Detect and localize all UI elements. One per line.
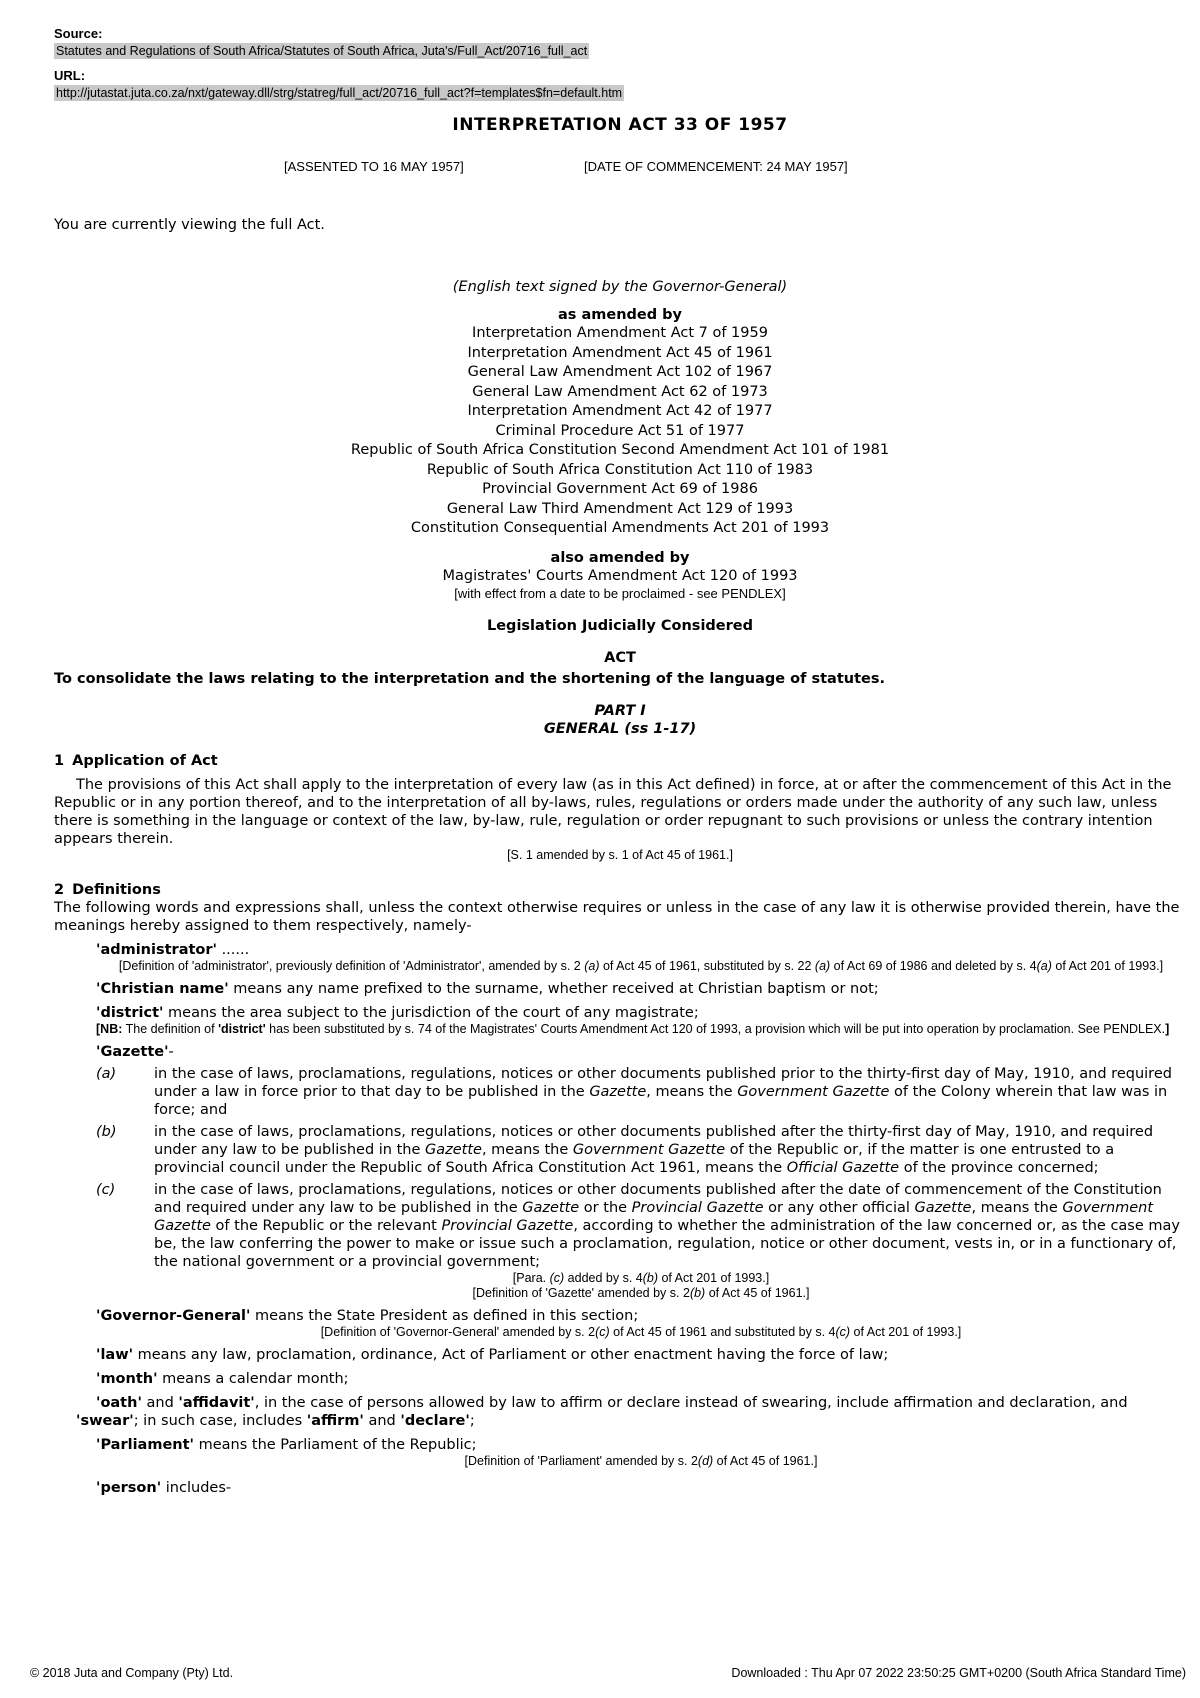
definition-parliament	[96, 1436, 1186, 1454]
defined-term: 'district'	[96, 1004, 164, 1021]
part-heading	[54, 702, 1186, 738]
section-title: Definitions	[72, 881, 161, 898]
note-italic: (d)	[697, 1453, 714, 1468]
defined-term: 'Gazette'	[96, 1043, 169, 1060]
defined-term: 'district'	[218, 1021, 266, 1036]
para-italic: Gazette	[914, 1199, 972, 1216]
defined-term: 'affirm'	[306, 1412, 364, 1429]
para-italic: Provincial Gazette	[441, 1217, 574, 1234]
section-1-text: The provisions of this Act shall apply to the interpretation of every law (as in this Act defined) in force, at or after the commencement of this Act in the Republic or in any portion thereof, and to the interpretation of all by-laws, rules, regulations or orders made under the authority of any such law, unless there is something in the language or context of the law, by-law, rule, regulation or order repugnant to such provisions or unless the contrary intention appears therein.	[54, 776, 1172, 847]
amending-act: General Law Amendment Act 62 of 1973	[472, 383, 768, 400]
definition-text: includes-	[161, 1479, 232, 1496]
amending-act: Interpretation Amendment Act 45 of 1961	[467, 344, 773, 361]
note-text: of Act 45 of 1961.]	[713, 1453, 818, 1468]
assent-row	[54, 158, 1186, 178]
note-text: added by s. 4	[564, 1270, 643, 1285]
defined-term: 'Parliament'	[96, 1436, 194, 1453]
note-italic: (c)	[595, 1324, 610, 1339]
para-text: , means the	[646, 1083, 738, 1100]
para-italic: Government Gazette	[572, 1141, 726, 1158]
url-block	[54, 68, 1186, 102]
gazette-para-a	[96, 1065, 1186, 1119]
para-italic: Official Gazette	[786, 1159, 900, 1176]
amending-act: Criminal Procedure Act 51 of 1977	[495, 422, 745, 439]
definition-text: ;	[469, 1412, 475, 1429]
definition-text: means any law, proclamation, ordinance, Act of Parliament or other enactment having the force of law;	[133, 1346, 889, 1363]
definition-text: , in the case of persons allowed by law to affirm or declare instead of swearing, include affirmation and declaration, and	[254, 1394, 1128, 1411]
section-1-note: [S. 1 amended by s. 1 of Act 45 of 1961.]	[507, 847, 733, 862]
note-text: has been substituted by s. 74 of the Magistrates' Courts Amendment Act 120 of 1993, a provision which will be put into operation by proclamation. See PENDLEX.	[265, 1021, 1166, 1036]
also-amended-heading: also amended by	[550, 549, 690, 566]
amending-act: General Law Amendment Act 102 of 1967	[467, 364, 773, 380]
source-block	[54, 26, 1186, 60]
amending-act: Republic of South Africa Constitution Second Amendment Act 101 of 1981	[350, 442, 890, 458]
gazette-para-b	[96, 1123, 1186, 1177]
para-italic: Gazette	[589, 1083, 647, 1100]
gazette-definition-note	[96, 1286, 1186, 1301]
note-italic: (a)	[584, 958, 600, 973]
definition-district	[96, 1004, 1186, 1022]
note-italic: (c)	[835, 1324, 851, 1339]
note-text: of Act 201 of 1993.]	[850, 1324, 962, 1339]
administrator-note	[96, 959, 1186, 974]
gazette-para-c	[96, 1181, 1186, 1271]
defined-term: 'oath'	[96, 1394, 142, 1411]
source-label: Source:	[54, 26, 103, 41]
note-text: of Act 201 of 1993.]	[1051, 958, 1164, 973]
definition-month	[96, 1370, 1186, 1388]
definition-law	[96, 1346, 1186, 1364]
defined-term: 'Christian name'	[96, 980, 229, 997]
definition-gazette	[96, 1043, 1186, 1061]
also-amending-act: Magistrates' Courts Amendment Act 120 of 1993	[442, 567, 798, 584]
part-subtitle: GENERAL (ss 1-17)	[543, 720, 697, 737]
source-value[interactable]: Statutes and Regulations of South Africa/Statutes of South Africa, Juta's/Full_Act/20716_full_act	[56, 44, 588, 58]
amending-act: Republic of South Africa Constitution Act 110 of 1983	[426, 461, 814, 478]
defined-term: 'month'	[96, 1370, 158, 1387]
pendlex-note: [with effect from a date to be proclaimed - see PENDLEX]	[454, 585, 786, 601]
definition-text: -	[168, 1043, 174, 1060]
para-text: , means the	[481, 1141, 573, 1158]
commencement-date: [DATE OF COMMENCEMENT: 24 MAY 1957]	[584, 159, 848, 174]
note-text: of Act 69 of 1986 and deleted by s. 4	[830, 958, 1037, 973]
note-text: [Definition of 'administrator', previously definition of 'Administrator', amended by s. 2	[118, 958, 585, 973]
definition-text: and	[363, 1412, 401, 1429]
section-number: 1	[54, 752, 65, 769]
footer-downloaded: Downloaded : Thu Apr 07 2022 23:50:25 GMT+0200 (South Africa Standard Time)	[731, 1666, 1186, 1680]
para-italic: Gazette	[425, 1141, 482, 1158]
definition-administrator	[96, 941, 1186, 959]
defined-term: 'person'	[96, 1479, 162, 1496]
para-label: (c)	[96, 1181, 116, 1198]
para-label: (a)	[96, 1065, 117, 1082]
amending-act: Provincial Government Act 69 of 1986	[482, 481, 758, 497]
para-text: or the	[579, 1199, 632, 1216]
note-text: of Act 45 of 1961.]	[705, 1285, 810, 1300]
definition-text: means the Parliament of the Republic;	[193, 1436, 477, 1453]
defined-term: 'Governor-General'	[96, 1307, 251, 1324]
note-text: [Definition of 'Parliament' amended by s. 2	[464, 1453, 698, 1468]
amending-act: Constitution Consequential Amendments Act 201 of 1993	[410, 520, 830, 536]
act-label: ACT	[604, 649, 636, 666]
defined-term: 'administrator'	[96, 941, 217, 958]
note-text: of Act 45 of 1961 and substituted by s. 4	[609, 1324, 836, 1339]
district-nb-note	[96, 1022, 1186, 1037]
para-text: of the Republic or, if the matter is one entrusted to a provincial council under the Republic of South Africa Constitution Act 1961, means the	[154, 1141, 1115, 1176]
para-italic: Provincial Gazette	[631, 1199, 764, 1216]
defined-term: 'law'	[96, 1346, 134, 1363]
defined-term: 'affidavit'	[178, 1394, 255, 1411]
note-italic: (b)	[689, 1285, 706, 1300]
document-page	[54, 26, 1186, 1497]
defined-term: 'declare'	[400, 1412, 470, 1429]
section-2-heading	[54, 881, 1186, 899]
section-number: 2	[54, 881, 65, 898]
gazette-para-c-note	[96, 1271, 1186, 1286]
amended-by-heading: as amended by	[558, 307, 682, 323]
note-italic: (a)	[1036, 958, 1052, 973]
para-label: (b)	[96, 1123, 117, 1140]
para-italic: Government Gazette	[737, 1083, 890, 1100]
note-italic: (a)	[814, 958, 831, 973]
note-text: of Act 201 of 1993.]	[658, 1270, 770, 1285]
definition-text: means the State President as defined in this section;	[250, 1307, 639, 1324]
amended-by-list	[54, 324, 1186, 539]
definition-governor-general	[96, 1307, 1186, 1325]
para-text: in the case of laws, proclamations, regulations, notices or other documents published after the thirty-first day of May, 1910, and required under any law to be published in the	[154, 1123, 1154, 1158]
url-value[interactable]: http://jutastat.juta.co.za/nxt/gateway.dll/strg/statreg/full_act/20716_full_act?f=templates$fn=default.htm	[56, 86, 623, 100]
definition-text: means the area subject to the jurisdiction of the court of any magistrate;	[163, 1004, 699, 1021]
para-text: of the Colony wherein that law was in force; and	[154, 1083, 1168, 1118]
part-name: PART I	[594, 702, 646, 719]
para-text: in the case of laws, proclamations, regulations, notices or other documents published after the date of commencement of the Constitution and required under any law to be published in the	[154, 1181, 1162, 1216]
note-text: [Definition of 'Governor-General' amended by s. 2	[320, 1324, 596, 1339]
para-italic: Government Gazette	[154, 1199, 1154, 1234]
para-text: of the province concerned;	[899, 1159, 1099, 1176]
section-2-intro: The following words and expressions shall, unless the context otherwise requires or unless in the case of any law it is otherwise provided therein, have the meanings hereby assigned to them respectively, namely-	[54, 899, 1180, 934]
definition-text: means any name prefixed to the surname, whether received at Christian baptism or not;	[228, 980, 879, 997]
defined-term: 'swear'	[76, 1412, 134, 1429]
url-label: URL:	[54, 68, 86, 83]
nb-label: [NB:	[96, 1021, 123, 1036]
amending-act: Interpretation Amendment Act 7 of 1959	[472, 325, 768, 341]
assented-date: [ASSENTED TO 16 MAY 1957]	[284, 159, 464, 174]
note-italic: (c)	[549, 1270, 565, 1285]
definition-text: ......	[216, 941, 250, 958]
amending-act: Interpretation Amendment Act 42 of 1977	[467, 403, 773, 419]
note-text: [Para.	[512, 1270, 550, 1285]
viewing-status: You are currently viewing the full Act.	[54, 217, 325, 233]
note-text: [Definition of 'Gazette' amended by s. 2	[472, 1285, 690, 1300]
signed-note: (English text signed by the Governor-General)	[452, 279, 788, 295]
note-italic: (b)	[642, 1270, 658, 1285]
section-title: Application of Act	[72, 752, 218, 769]
definition-text: ; in such case, includes	[133, 1412, 307, 1429]
nb-close: ]	[1165, 1021, 1170, 1036]
para-text: in the case of laws, proclamations, regulations, notices or other documents published prior to the thirty-first day of May, 1910, and required under a law in force prior to that day to be published in the	[154, 1065, 1172, 1100]
para-italic: Gazette	[522, 1199, 580, 1216]
para-text: , according to whether the administration of the law concerned or, as the case may be, the law conferring the power to make or issue such a proclamation, regulation, notice or other document, vests in, or in a functionary of, the national government or a provincial government;	[154, 1217, 1180, 1270]
long-title: To consolidate the laws relating to the interpretation and the shortening of the language of statutes.	[54, 670, 885, 687]
amending-act: General Law Third Amendment Act 129 of 1993	[446, 500, 794, 517]
para-text: or any other official	[763, 1199, 915, 1216]
governor-general-note	[96, 1325, 1186, 1340]
legislation-considered-link[interactable]: Legislation Judicially Considered	[486, 617, 753, 634]
footer-copyright: © 2018 Juta and Company (Pty) Ltd.	[30, 1666, 234, 1680]
definition-text: means a calendar month;	[157, 1370, 349, 1387]
definition-oath	[76, 1394, 1186, 1430]
para-text: of the Republic or the relevant	[210, 1217, 442, 1234]
parliament-note	[96, 1454, 1186, 1469]
para-text: , means the	[971, 1199, 1063, 1216]
note-text: The definition of	[122, 1021, 219, 1036]
act-title: INTERPRETATION ACT 33 OF 1957	[452, 115, 788, 135]
definition-text: and	[141, 1394, 179, 1411]
section-1-heading	[54, 752, 1186, 770]
definition-person	[96, 1479, 1186, 1497]
definition-christian-name	[96, 980, 1186, 998]
note-text: of Act 45 of 1961, substituted by s. 22	[599, 958, 815, 973]
